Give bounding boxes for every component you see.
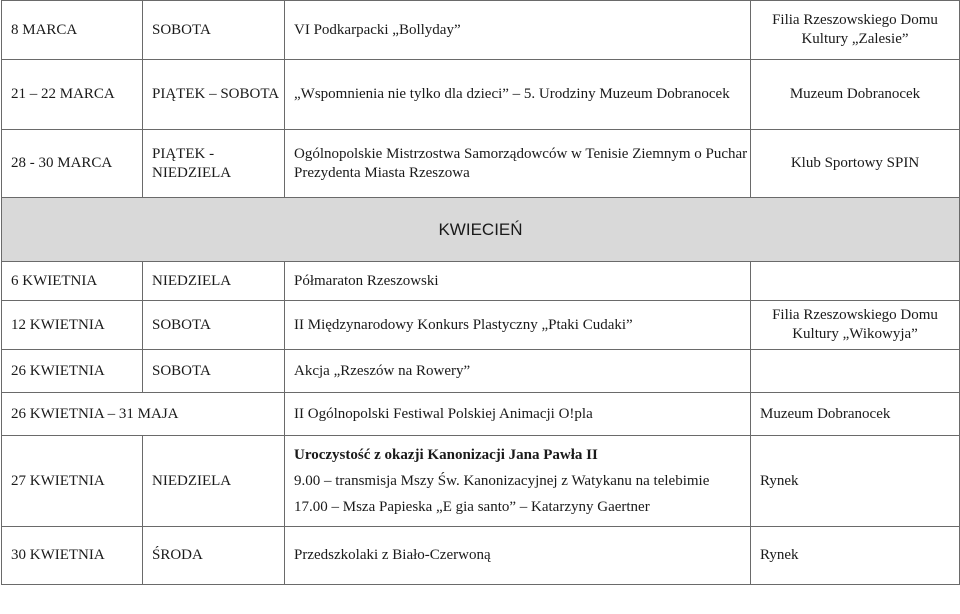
month-header: KWIECIEŃ xyxy=(2,198,960,262)
table-row xyxy=(2,301,960,350)
event-cell: II Międzynarodowy Konkurs Plastyczny „Ptaki Cudaki” xyxy=(285,301,751,350)
place-cell xyxy=(751,262,960,301)
place-cell: Klub Sportowy SPIN xyxy=(751,130,960,198)
day-cell: ŚRODA xyxy=(143,527,285,585)
schedule-table xyxy=(1,0,960,585)
event-cell: „Wspomnienia nie tylko dla dzieci” – 5. Urodziny Muzeum Dobranocek xyxy=(285,60,751,130)
date-cell: 12 KWIETNIA xyxy=(2,301,143,350)
place-cell: Muzeum Dobranocek xyxy=(751,393,960,436)
date-cell: 30 KWIETNIA xyxy=(2,527,143,585)
date-cell: 8 MARCA xyxy=(2,1,143,60)
place-cell xyxy=(751,350,960,393)
event-cell: Przedszkolaki z Biało-Czerwoną xyxy=(285,527,751,585)
event-cell: Półmaraton Rzeszowski xyxy=(285,262,751,301)
table-row xyxy=(2,436,960,527)
table-row xyxy=(2,262,960,301)
day-cell: NIEDZIELA xyxy=(143,262,285,301)
place-cell: Rynek xyxy=(751,527,960,585)
date-cell: 28 - 30 MARCA xyxy=(2,130,143,198)
event-cell: II Ogólnopolski Festiwal Polskiej Animacji O!pla xyxy=(285,393,751,436)
event-cell xyxy=(285,436,751,527)
place-cell: Filia Rzeszowskiego Domu Kultury „Zalesie” xyxy=(751,1,960,60)
place-cell: Filia Rzeszowskiego Domu Kultury „Wikowyja” xyxy=(751,301,960,350)
table-row xyxy=(2,393,960,436)
event-detail: 9.00 – transmisja Mszy Św. Kanonizacyjnej z Watykanu na telebimie xyxy=(294,473,710,489)
date-cell: 27 KWIETNIA xyxy=(2,436,143,527)
event-title: Uroczystość z okazji Kanonizacji Jana Pawła II xyxy=(294,447,598,463)
event-cell: Akcja „Rzeszów na Rowery” xyxy=(285,350,751,393)
place-cell: Muzeum Dobranocek xyxy=(751,60,960,130)
table-row xyxy=(2,350,960,393)
event-detail: 17.00 – Msza Papieska „E gia santo” – Katarzyny Gaertner xyxy=(294,499,650,515)
table-row xyxy=(2,527,960,585)
date-cell: 26 KWIETNIA xyxy=(2,350,143,393)
day-cell: SOBOTA xyxy=(143,1,285,60)
day-cell: PIĄTEK – SOBOTA xyxy=(143,60,285,130)
day-cell: SOBOTA xyxy=(143,301,285,350)
day-cell: PIĄTEK - NIEDZIELA xyxy=(143,130,285,198)
month-header-row xyxy=(2,198,960,262)
table-row xyxy=(2,60,960,130)
date-cell: 6 KWIETNIA xyxy=(2,262,143,301)
event-cell: VI Podkarpacki „Bollyday” xyxy=(285,1,751,60)
day-cell: NIEDZIELA xyxy=(143,436,285,527)
date-cell: 21 – 22 MARCA xyxy=(2,60,143,130)
table-row xyxy=(2,130,960,198)
table-row xyxy=(2,1,960,60)
event-cell: Ogólnopolskie Mistrzostwa Samorządowców w Tenisie Ziemnym o Puchar Prezydenta Miasta Rzeszowa xyxy=(285,130,751,198)
date-cell: 26 KWIETNIA – 31 MAJA xyxy=(2,393,285,436)
place-cell: Rynek xyxy=(751,436,960,527)
day-cell: SOBOTA xyxy=(143,350,285,393)
